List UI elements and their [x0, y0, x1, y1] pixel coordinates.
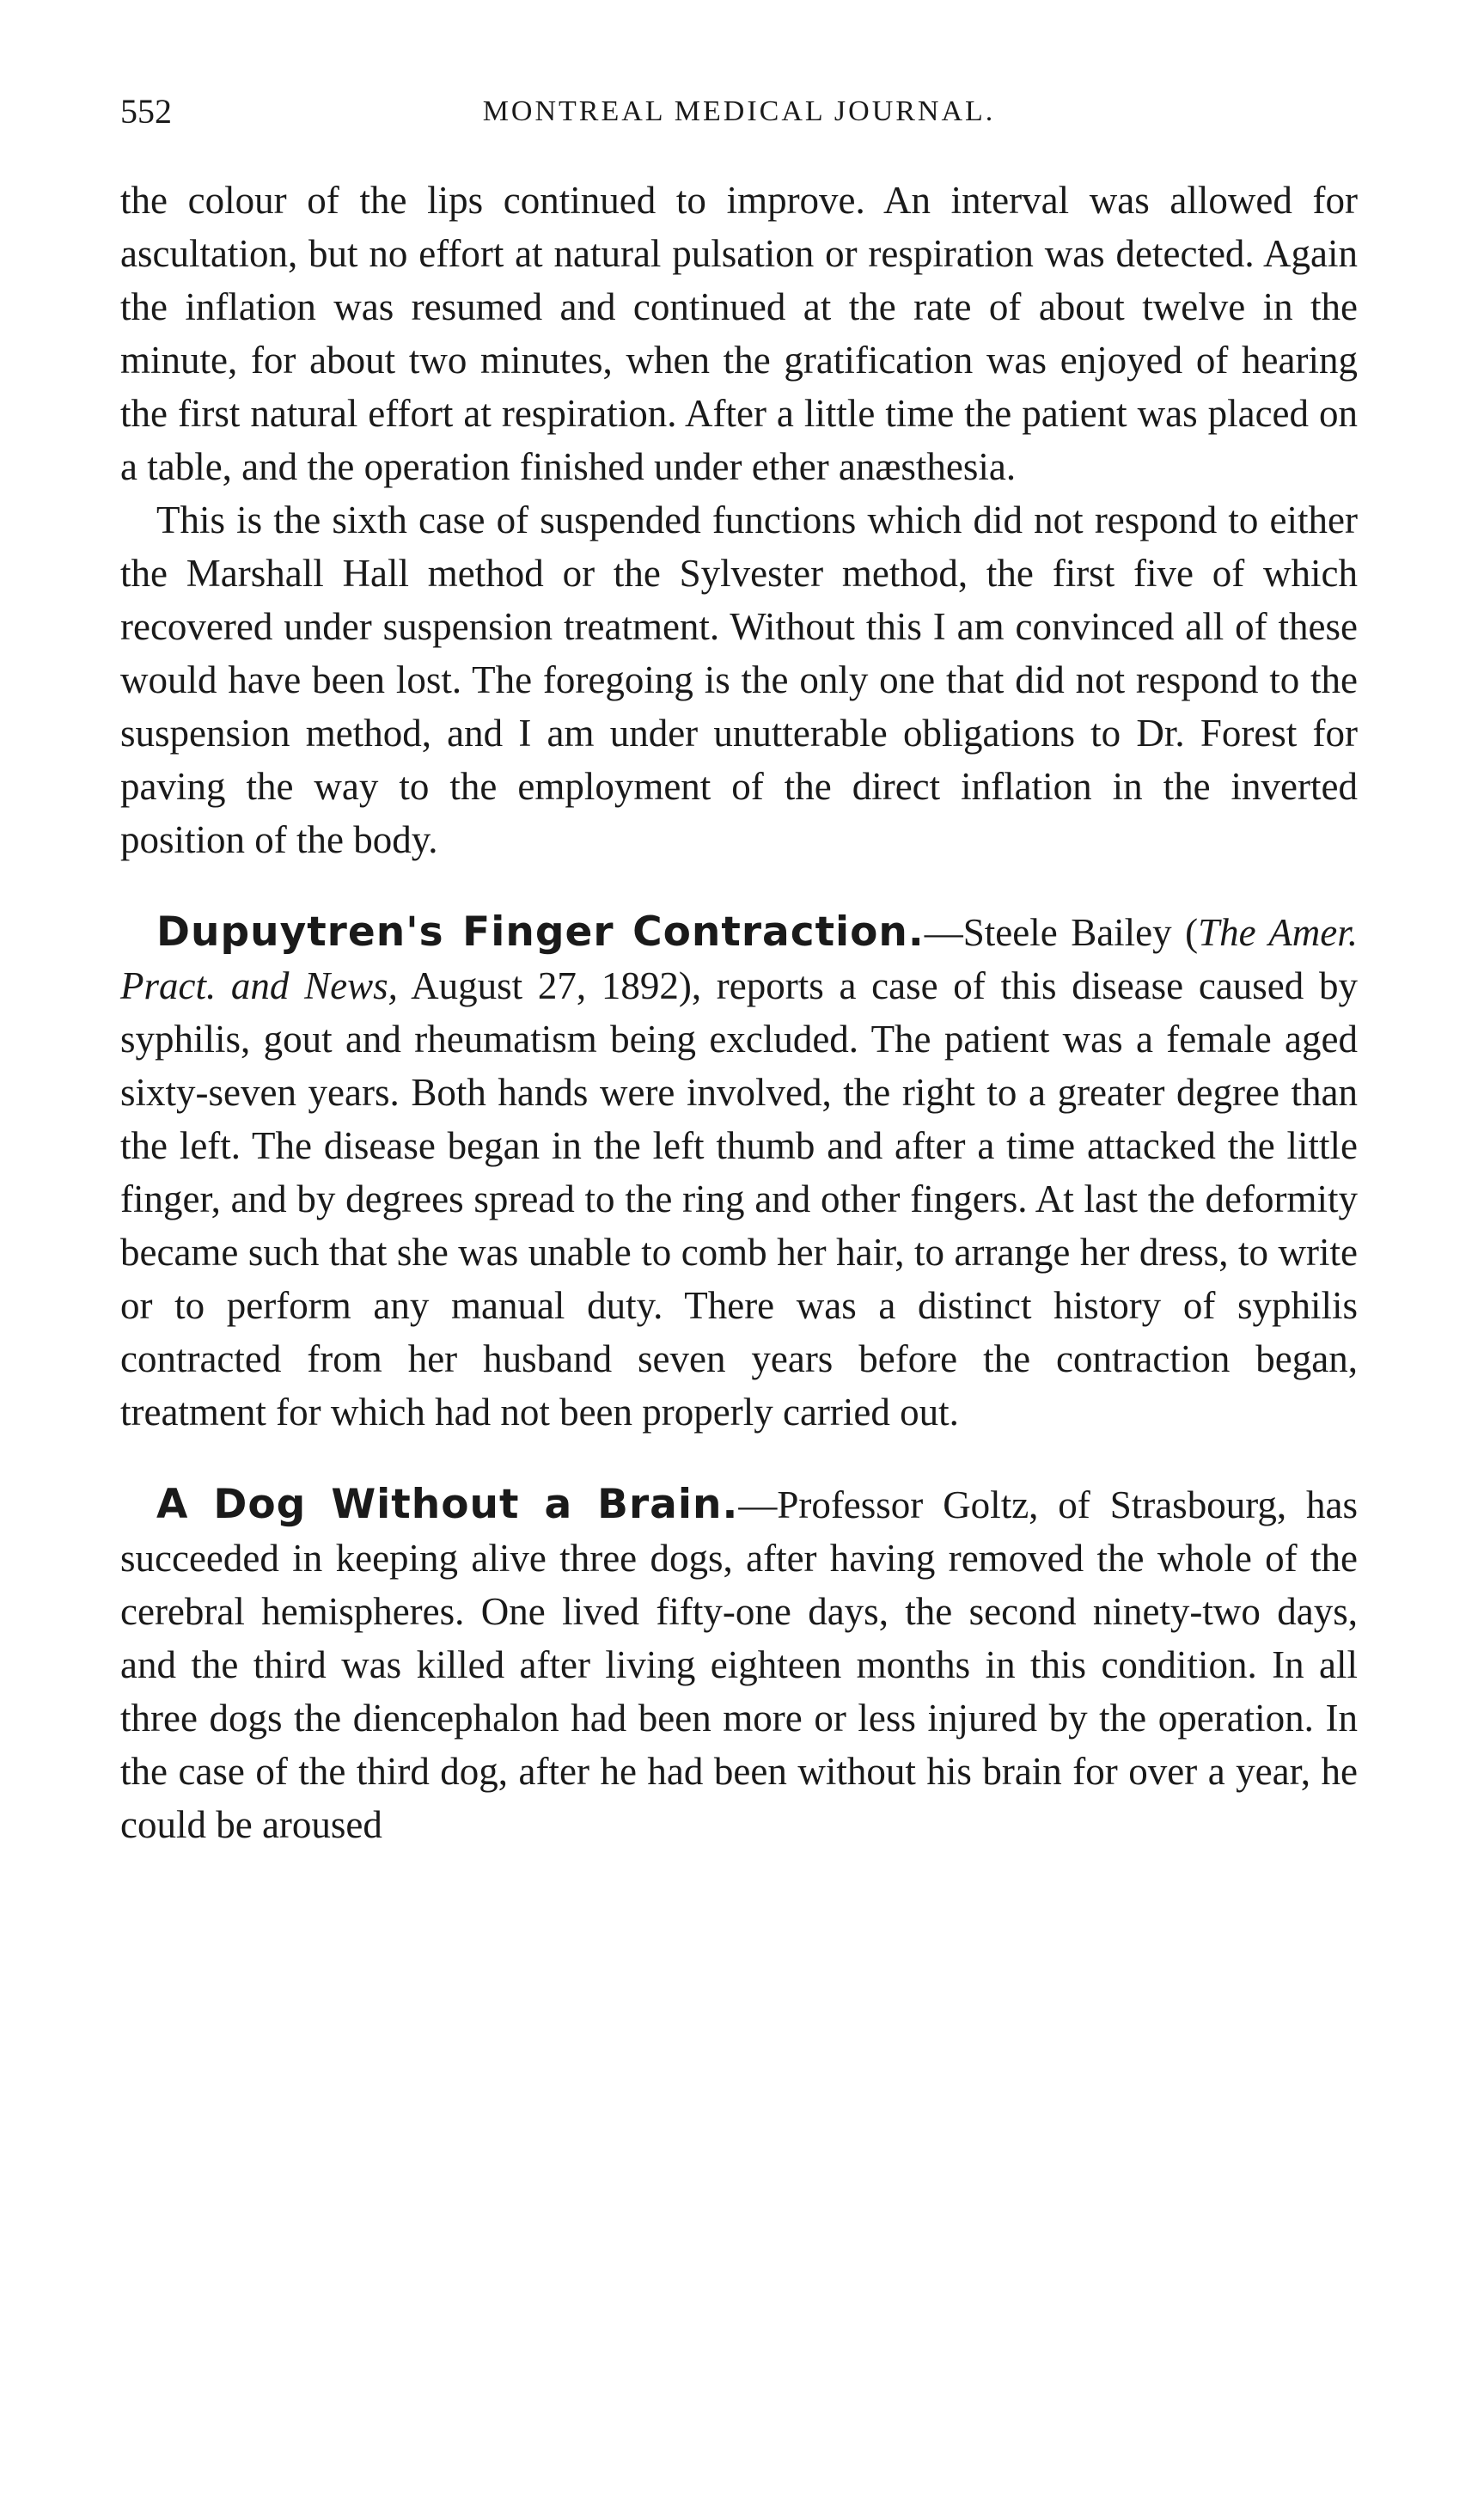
dupuytren-heading: Dupuytren's Finger Contraction. [156, 908, 925, 956]
dupuytren-body: August 27, 1892), reports a case of this disease caused by syphilis, gout and rheumatism being excluded. The patient was a female aged sixty-seven years. Both hands were involved, the right to a greater degree than the left. The disease began in the left thumb and after a time attacked the little finger, and by degrees spread to the ring and other fingers. At last the deformity became such that she was unable to comb her hair, to arrange her dress, to write or to perform any manual duty. There was a distinct history of syphilis contracted from her husband seven years before the contraction began, treatment for which had not been properly carried out. [120, 964, 1358, 1434]
section-gap [120, 866, 1358, 906]
journal-page [120, 86, 1358, 1851]
page-number: 552 [120, 92, 172, 131]
running-head [120, 86, 1358, 138]
dog-heading: A Dog Without a Brain. [156, 1481, 739, 1528]
continuation-paragraph: the colour of the lips continued to improve. An interval was allowed for ascultation, but no effort at natural pulsation or respiration was detected. Again the inflation was resumed and continued at the rate of about twelve in the minute, for about two minutes, when the gratification was enjoyed of hearing the first natural effort at respiration. After a little time the patient was placed on a table, and the operation finished under ether anæsthesia. [120, 179, 1358, 488]
dog-article [120, 1478, 1358, 1851]
section-gap [120, 1439, 1358, 1478]
suspended-functions-paragraph: This is the sixth case of suspended functions which did not respond to either the Marshall Hall method or the Sylvester method, the first five of which recovered under suspension treatment. Without this I am convinced all of these would have been lost. The foregoing is the only one that did not respond to the suspension method, and I am under unutterable obligations to Dr. Forest for paving the way to the employment of the direct inflation in the inverted position of the body. [120, 498, 1358, 861]
dupuytren-lead: —Steele Bailey ( [924, 911, 1199, 954]
journal-title: MONTREAL MEDICAL JOURNAL. [482, 95, 996, 127]
dupuytren-source: The Amer. Pract. and News, [120, 911, 1359, 1007]
dog-body: —Professor Goltz, of Strasbourg, has succeeded in keeping alive three dogs, after having removed the whole of the cerebral hemispheres. One lived fifty-one days, the second ninety-two days, and the third was killed after living eighteen months in this condition. In all three dogs the diencephalon had been more or less injured by the operation. In the case of the third dog, after he had been without his brain for over a year, he could be aroused [120, 1483, 1358, 1846]
dupuytren-article [120, 906, 1358, 1439]
